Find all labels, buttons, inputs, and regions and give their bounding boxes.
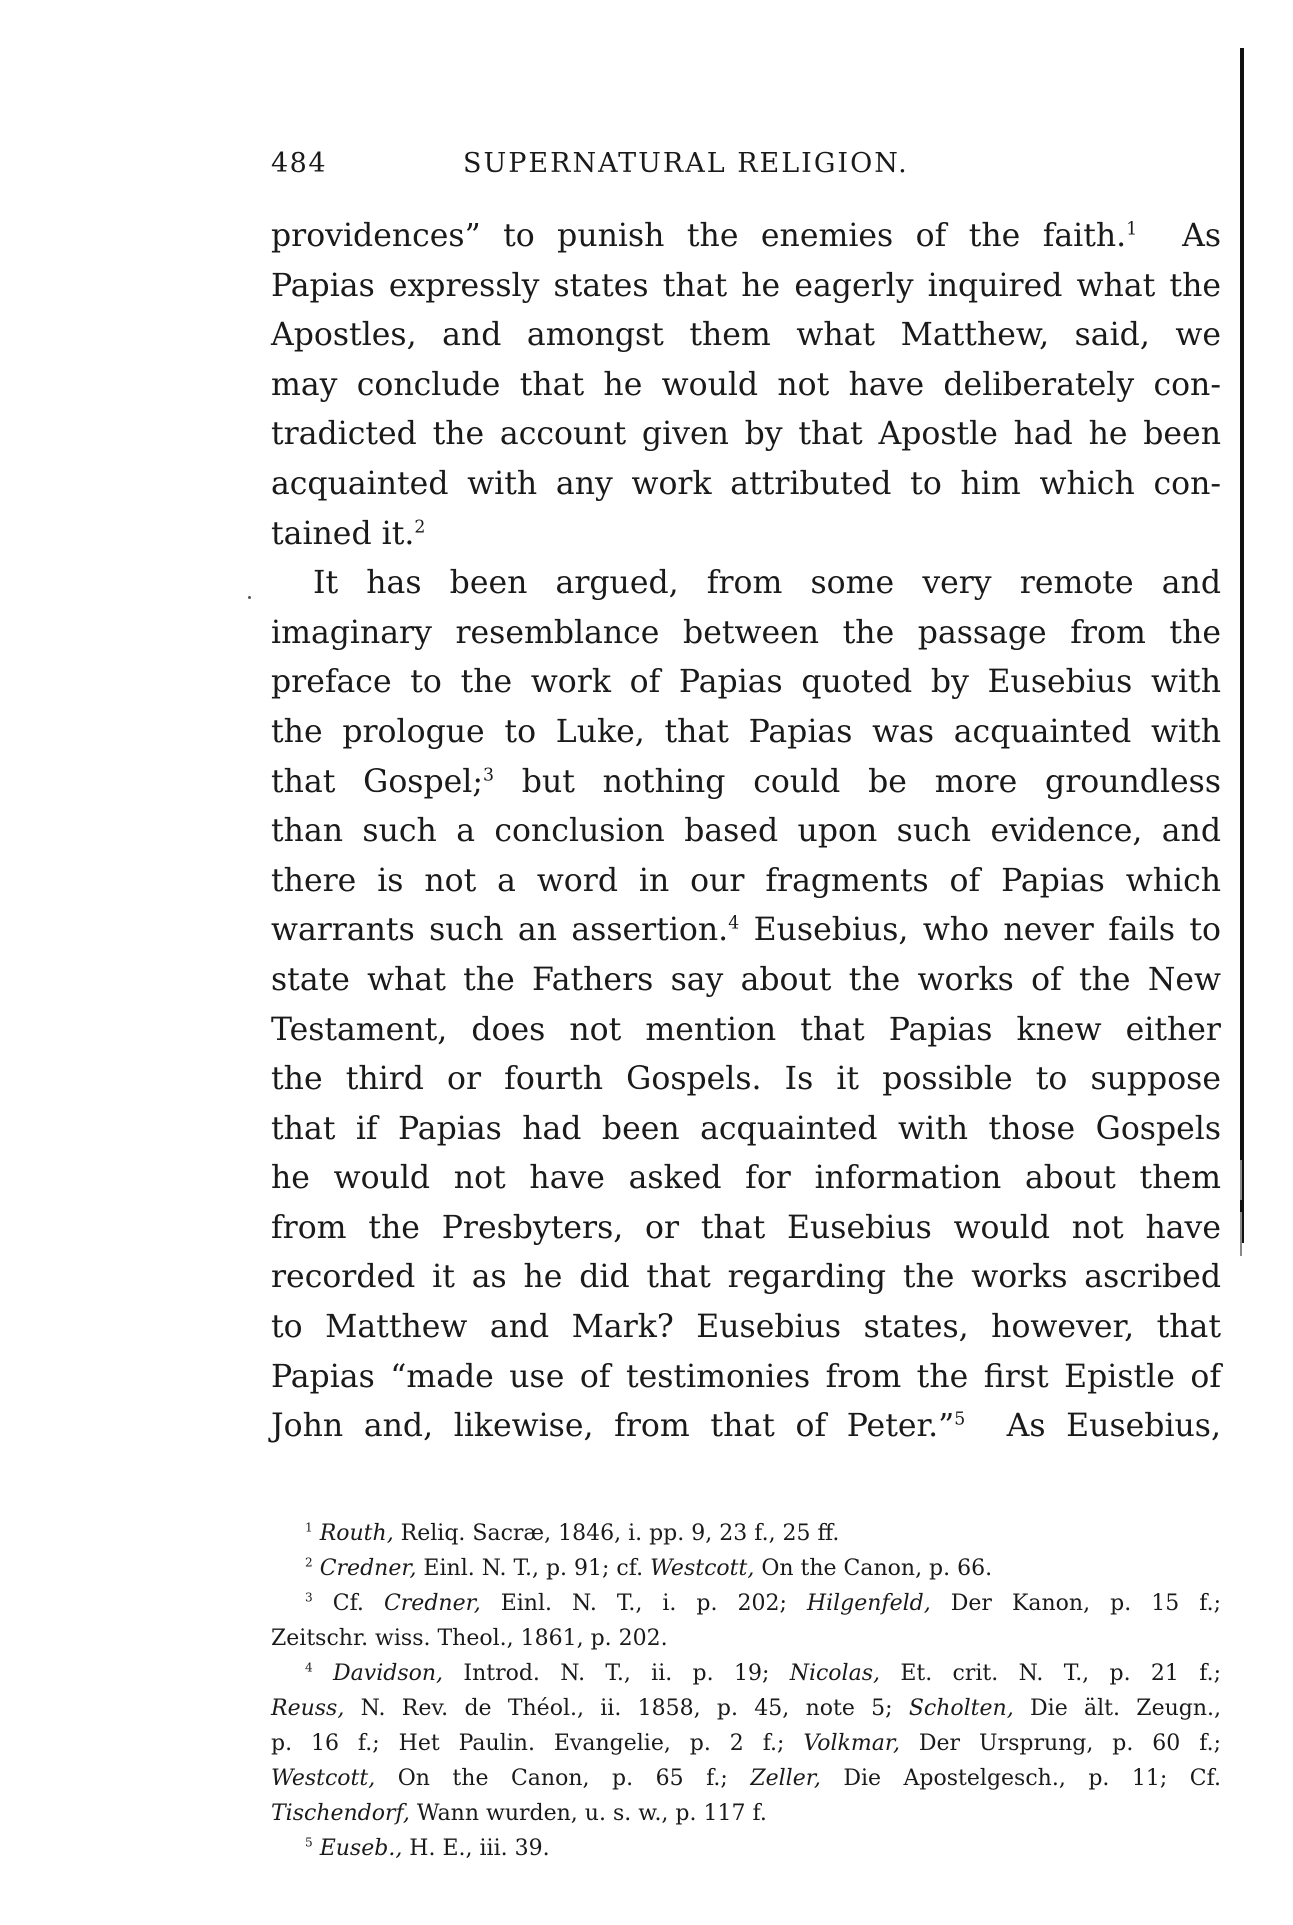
text-line: that Gospel;$^3$ but nothing could be more groundless	[271, 763, 1222, 800]
page-edge-mark	[1240, 1160, 1242, 1200]
text-line: may conclude that he would not have deliberately con-	[271, 366, 1221, 403]
text-line: Testament, does not mention that Papias knew either	[271, 1011, 1221, 1048]
footnote-3-cont: Zeitschr. wiss. Theol., 1861, p. 202.	[271, 1626, 668, 1651]
text-line: tained it.$^2$	[271, 515, 426, 552]
footnote-4-cont: Reuss, N. Rev. de Théol., ii. 1858, p. 45, note 5; Scholten, Die ält. Zeugn.,	[271, 1696, 1221, 1721]
text-line: the third or fourth Gospels. Is it possible to suppose	[271, 1061, 1221, 1098]
footnote-ref[interactable]: 3	[482, 765, 494, 786]
text-line: state what the Fathers say about the works of the New	[271, 961, 1221, 998]
text-line: warrants such an assertion.$^4$ Eusebius, who never fails to	[271, 912, 1222, 949]
text-line: It has been argued, from some very remote and	[313, 565, 1221, 602]
running-title: SUPERNATURAL RELIGION.	[463, 148, 909, 179]
running-head	[271, 148, 1221, 179]
text-line: there is not a word in our fragments of Papias which	[271, 862, 1221, 899]
footnote-3: $^3$ Cf. Credner, Einl. N. T., i. p. 202; Hilgenfeld, Der Kanon, p. 15 f.;	[305, 1590, 1221, 1616]
text-line: he would not have asked for information about them	[271, 1160, 1221, 1197]
text-line: to Matthew and Mark? Eusebius states, however, that	[271, 1309, 1221, 1346]
text-line: that if Papias had been acquainted with those Gospels	[271, 1110, 1221, 1147]
page-edge-rule	[1240, 48, 1244, 1243]
margin-dot	[248, 596, 251, 599]
page-number: 484	[271, 148, 328, 179]
footnote-ref[interactable]: 2	[414, 517, 426, 538]
footnote-ref[interactable]: 5	[954, 1409, 966, 1430]
footnote-1: $^1$ Routh, Reliq. Sacræ, 1846, i. pp. 9, 23 f., 25 ff.	[305, 1520, 840, 1546]
text-line: than such a conclusion based upon such evidence, and	[271, 813, 1221, 850]
text-line: preface to the work of Papias quoted by Eusebius with	[271, 664, 1221, 701]
text-line: Papias “made use of testimonies from the first Epistle of	[271, 1358, 1221, 1395]
footnotes	[271, 1516, 1221, 1866]
body-text	[271, 212, 1221, 1452]
footnote-4: $^4$ Davidson, Introd. N. T., ii. p. 19; Nicolas, Et. crit. N. T., p. 21 f.;	[305, 1660, 1221, 1686]
text-line: tradicted the account given by that Apostle had he been	[271, 416, 1221, 453]
footnote-4-cont: Tischendorf, Wann wurden, u. s. w., p. 117 f.	[271, 1801, 767, 1826]
text-line: recorded it as he did that regarding the works ascribed	[271, 1259, 1221, 1296]
text-line: John and, likewise, from that of Peter.”$^5$ As Eusebius,	[271, 1408, 1221, 1445]
text-line: imaginary resemblance between the passage from the	[271, 614, 1221, 651]
text-line: acquainted with any work attributed to him which con-	[271, 465, 1221, 502]
footnote-ref[interactable]: 1	[1126, 219, 1138, 240]
page-edge-mark	[1240, 1212, 1242, 1256]
text-line: Apostles, and amongst them what Matthew, said, we	[271, 317, 1221, 354]
footnote-5: $^5$ Euseb., H. E., iii. 39.	[305, 1835, 550, 1861]
text-line: Papias expressly states that he eagerly inquired what the	[271, 267, 1221, 304]
text-line: providences” to punish the enemies of the faith.$^1$ As	[271, 218, 1221, 254]
text-line: the prologue to Luke, that Papias was acquainted with	[271, 713, 1221, 750]
footnote-2: $^2$ Credner, Einl. N. T., p. 91; cf. Westcott, On the Canon, p. 66.	[305, 1555, 993, 1581]
footnote-4-cont: Westcott, On the Canon, p. 65 f.; Zeller, Die Apostelgesch., p. 11; Cf.	[271, 1766, 1221, 1791]
text-line: from the Presbyters, or that Eusebius would not have	[271, 1209, 1221, 1246]
footnote-4-cont: p. 16 f.; Het Paulin. Evangelie, p. 2 f.; Volkmar, Der Ursprung, p. 60 f.;	[271, 1731, 1221, 1756]
footnote-ref[interactable]: 4	[728, 913, 740, 934]
